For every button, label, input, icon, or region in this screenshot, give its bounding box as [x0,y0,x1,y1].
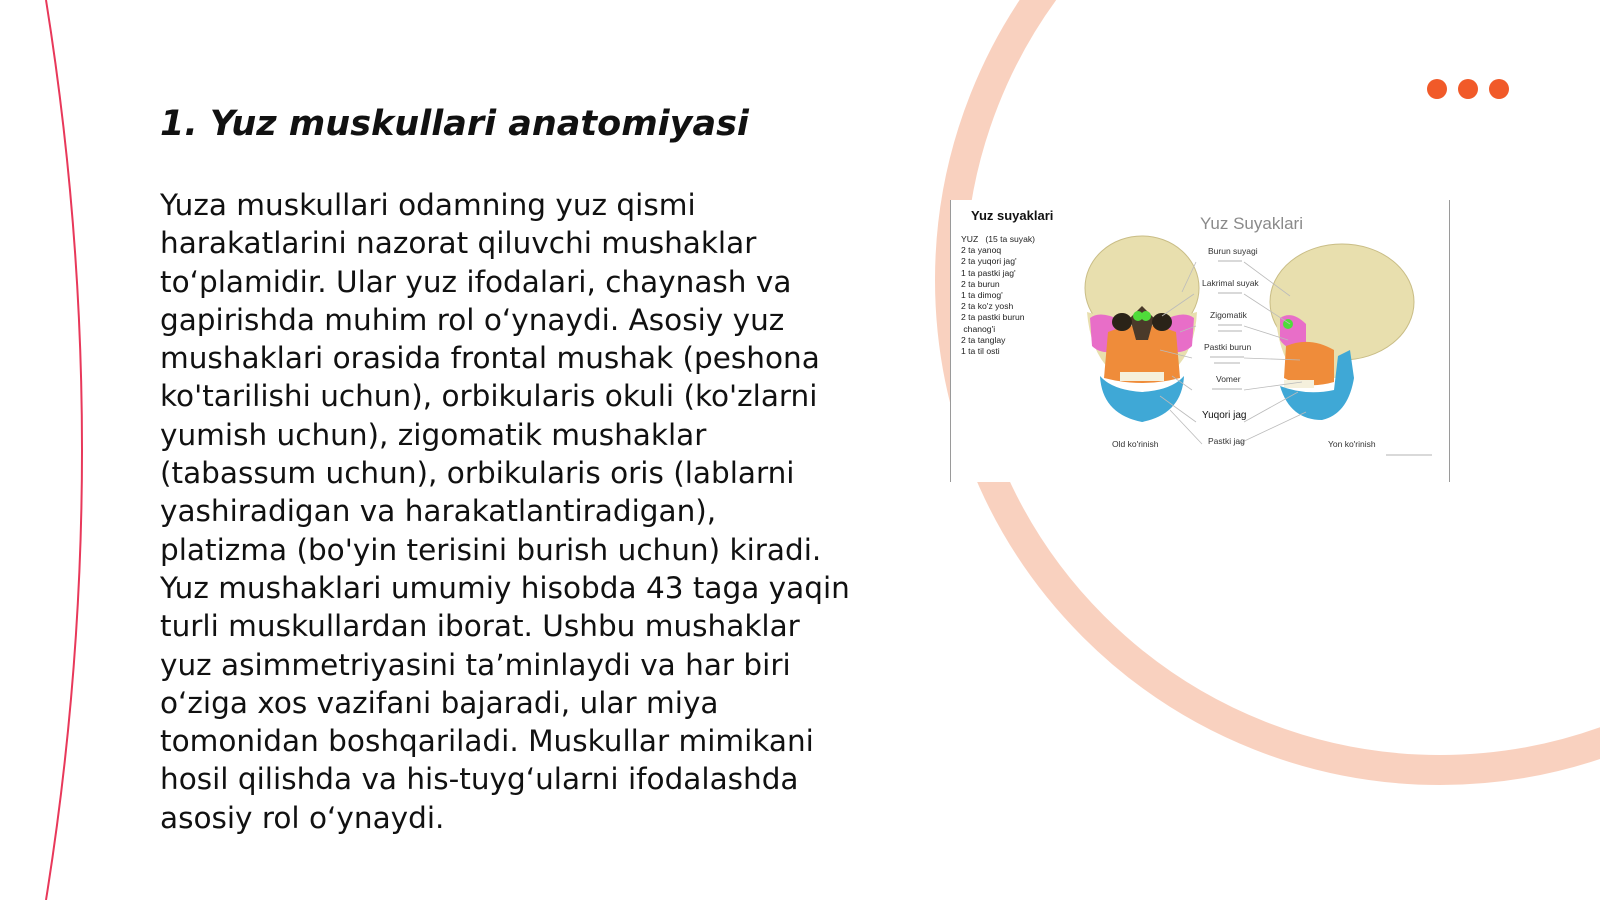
bone-list-item: 1 ta pastki jag' [961,267,1016,278]
dot-3 [1489,79,1509,99]
bone-list-item: 2 ta burun [961,278,1000,289]
label-old-korinish: Old ko'rinish [1112,439,1159,449]
label-pastki-burun: Pastki burun [1204,342,1252,352]
dot-1 [1427,79,1447,99]
bone-list-item: 2 ta yuqori jag' [961,256,1017,267]
bone-list-item: YUZ (15 ta suyak) [961,234,1036,244]
label-sub-line [1212,388,1242,390]
label-sub-line [1210,356,1244,358]
slide-body-text: Yuza muskullari odamning yuz qismi harakatlarini nazorat qiluvchi mushaklar to‘plamidir. Ular yuz ifodalari, chaynash va gapirishda muhim rol o‘ynaydi. Asosiy yuz mushaklari orasida frontal mushak (peshona ko'tarilishi uchun), orbikularis okuli (ko'zlarni yumish uchun), zigomatik mushaklar (tabassum uchun), orbikularis oris (lablarni yashiradigan va harakatlantiradigan), platizma (bo'yin terisini burish uchun) kiradi. Yuz mushaklari umumiy hisobda 43 taga yaqin turli muskullardan iborat. Ushbu mushaklar yuz asimmetriyasini ta’minlaydi va har biri o‘ziga xos vazifani bajaradi, ular miya tomonidan boshqariladi. Muskullar mimikani hosil qilishda va his-tuyg‘ularni ifodalashda asosiy rol o‘ynaydi. [160,188,850,835]
bone-list-item: 2 ta pastki burun [961,312,1025,323]
bone-list-item: 2 ta ko'z yosh [961,301,1014,312]
label-sub-line [1214,362,1240,364]
decorative-dots [1427,79,1509,99]
label-pastki-jag: Pastki jag [1208,436,1245,446]
bone-list-item: 2 ta tanglay [961,334,1006,345]
label-sub-line [1218,330,1242,332]
label-burun-suyagi: Burun suyagi [1208,246,1258,256]
front-skull [1085,236,1199,422]
bone-list-item: 1 ta dimog' [961,290,1003,301]
left-curve-line [46,0,82,900]
label-zigomatik: Zigomatik [1210,310,1247,320]
bone-list-item: 1 ta til osti [961,346,1000,357]
bone-list-item: 2 ta yanoq [961,245,1002,256]
figure-main-title: Yuz Suyaklari [1200,214,1303,233]
label-yuqori-jag: Yuqori jag [1202,410,1247,421]
label-sub-line [1218,260,1242,262]
skull-figure [950,200,1450,482]
label-sub-line [1218,292,1242,294]
figure-left-title: Yuz suyaklari [971,208,1054,223]
label-sub-line [1218,324,1242,326]
label-lakrimal: Lakrimal suyak [1202,278,1259,288]
bone-list-item: chanog'i [961,323,996,334]
label-vomer: Vomer [1216,374,1241,384]
label-yon-korinish: Yon ko'rinish [1328,439,1376,449]
side-skull [1270,244,1414,420]
dot-2 [1458,79,1478,99]
slide-title: 1. Yuz muskullari anatomiyasi [160,104,749,144]
label-sub-line [1386,454,1432,456]
